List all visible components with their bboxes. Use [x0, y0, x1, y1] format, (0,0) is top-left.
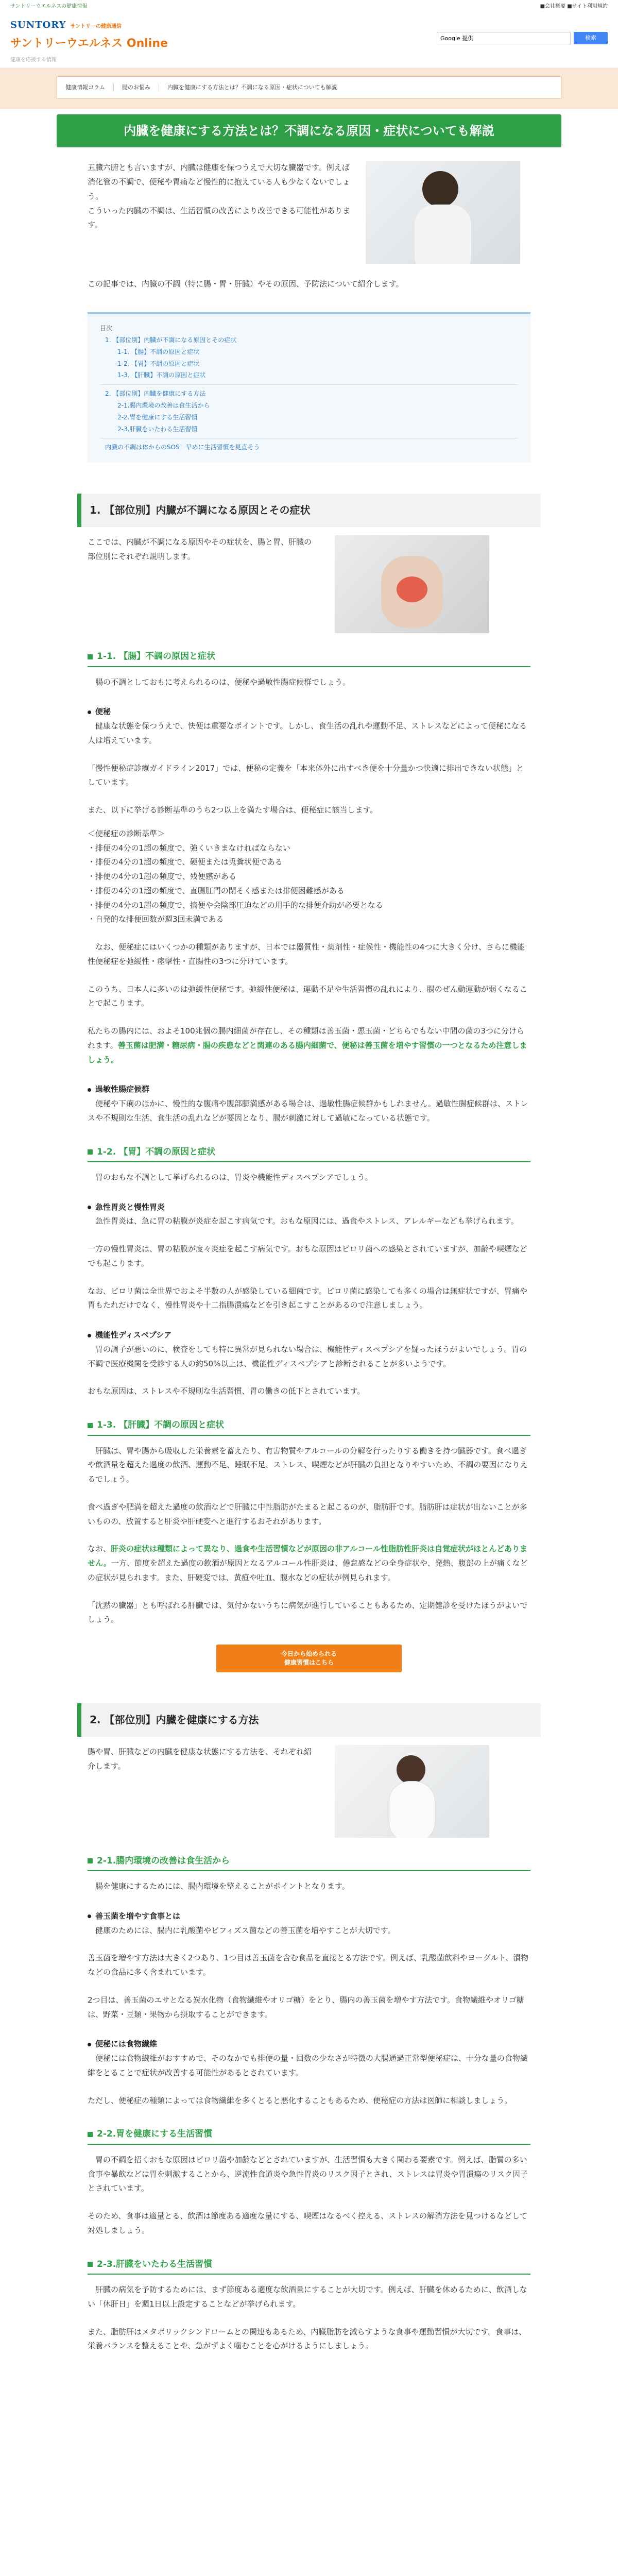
toc-item[interactable]: 内臓の不調は体からのSOS！早めに生活習慣を見直そう — [105, 444, 260, 451]
bullet-heading: 便秘 — [57, 705, 561, 719]
toc-item[interactable]: 1-1. 【腸】不調の原因と症状 — [117, 348, 200, 355]
criteria-title: ＜便秘症の診断基準＞ — [88, 828, 165, 838]
site-subtitle: 健康を応援する情報 — [10, 57, 57, 63]
intro-paragraph: この記事では、内臓の不調（特に腸・胃・肝臓）やその原因、予防法について紹介します。 — [88, 279, 404, 289]
paragraph: 腸の不調としておもに考えられるのは、便秘や過敏性腸症候群でしょう。 — [95, 677, 351, 687]
toc-item[interactable]: 2-2.胃を健康にする生活習慣 — [117, 413, 198, 421]
paragraph: また、脂肪肝はメタボリックシンドロームとの関連もあるため、内臓脂肪を減らすような食事や運動習慣が大切です。食事は、栄養バランスを整えることや、急がずよく噛むことを心がけるようにしましょう。 — [88, 2327, 527, 2351]
subsection-heading: 2-2.胃を健康にする生活習慣 — [88, 2126, 530, 2144]
paragraph: ただし、便秘症の種類によっては食物繊維を多くとると悪化することもあるため、便秘症の方法は医師に相談しましょう。 — [88, 2095, 512, 2105]
paragraph: 胃のおもな不調として挙げられるのは、胃炎や機能性ディスペプシアでしょう。 — [95, 1172, 373, 1182]
brand-sub: サントリーの健康通信 — [70, 24, 122, 29]
list-item: ・排便の4分の1超の頻度で、摘便や会陰部圧迫などの用手的な排便介助が必要となる — [88, 900, 383, 910]
subsection-heading: 1-3. 【肝臓】不調の原因と症状 — [88, 1417, 530, 1435]
paragraph: 肝臓は、胃や腸から吸収した栄養素を蓄えたり、有害物質やアルコールの分解を行ったりする働きを持つ臓器です。食べ過ぎや飲酒量を超えた過度の飲酒、運動不足、睡眠不足、ストレス、喫煙などが肝臓の負担となりやすいため、不調の要因になりえるでしょう。 — [88, 1446, 528, 1484]
bullet-heading: 便秘には食物繊維 — [57, 2037, 561, 2052]
paragraph: 2つ目は、善玉菌のエサとなる炭水化物（食物繊維やオリゴ糖）をとり、腸内の善玉菌を増やす方法です。食物繊維やオリゴ糖は、野菜・豆類・果物から摂取することができます。 — [88, 1995, 524, 2019]
breadcrumb-item[interactable]: 健康情報コラム — [57, 84, 114, 91]
paragraph: 健康な状態を保つうえで、快便は重要なポイントです。しかし、食生活の乱れや運動不足、ストレスなどによって便秘になる人は増えています。 — [88, 721, 527, 745]
subsection-heading: 1-2. 【胃】不調の原因と症状 — [88, 1144, 530, 1162]
table-of-contents — [88, 312, 530, 463]
top-tagline: サントリーウエルネスの健康情報 — [10, 4, 88, 9]
list-item: ・排便の4分の1超の頻度で、残便感がある — [88, 872, 236, 882]
site-name: サントリーウエルネス Online — [10, 37, 168, 50]
paragraph: また、以下に挙げる診断基準のうち2つ以上を満たす場合は、便秘症に該当します。 — [88, 805, 378, 815]
toc-title: 目次 — [100, 325, 113, 332]
section-heading: 1. 【部位別】内臓が不調になる原因とその症状 — [77, 494, 541, 527]
list-item: ・排便の4分の1超の頻度で、硬便または兎糞状便である — [88, 857, 283, 867]
paragraph: 善玉菌を増やす方法は大きく2つあり、1つ目は善玉菌を含む食品を直接とる方法です。例えば、乳酸菌飲料やヨーグルト、漬物などの食品に多く含まれています。 — [88, 1953, 529, 1977]
intro-paragraph: こういった内臓の不調は、生活習慣の改善により改善できる可能性があります。 — [88, 206, 351, 230]
intro-photo-woman-stomachache — [366, 161, 520, 264]
brand-name: SUNTORY — [10, 20, 66, 30]
paragraph: 胃の不調を招くおもな原因はピロリ菌や加齢などとされていますが、生活習慣も大きく関わる要素です。例えば、脂質の多い食事や暴飲などは胃を刺激することから、逆流性食道炎や急性胃炎のリスク因子とされ、ストレスは胃炎や胃潰瘍のリスク因子とされています。 — [88, 2155, 528, 2193]
subsection-heading: 2-1.腸内環境の改善は食生活から — [88, 1853, 530, 1871]
paragraph: 健康のためには、腸内に乳酸菌やビフィズス菌などの善玉菌を増やすことが大切です。 — [95, 1925, 396, 1935]
breadcrumb — [57, 76, 561, 99]
toc-item[interactable]: 1-3. 【肝臓】不調の原因と症状 — [117, 371, 206, 379]
section-intro: ここでは、内臓が不調になる原因やその症状を、腸と胃、肝臓の部位別にそれぞれ説明します。 — [88, 537, 312, 561]
site-header — [0, 11, 618, 68]
paragraph: なお、便秘症にはいくつかの種類がありますが、日本では器質性・薬剤性・症候性・機能性の4つに大きく分け、さらに機能性便秘症を弛緩性・痙攣性・直腸性の3つに分けています。 — [88, 942, 525, 966]
toc-item[interactable]: 2-1.腸内環境の改善は食生活から — [117, 401, 210, 409]
toc-item[interactable]: 1. 【部位別】内臓が不調になる原因とその症状 — [105, 336, 237, 344]
paragraph: 一方の慢性胃炎は、胃の粘膜が度々炎症を起こす病気です。おもな原因はピロリ菌への感染とされていますが、加齢や喫煙などでも起こります。 — [88, 1244, 527, 1268]
bullet-heading: 機能性ディスペプシア — [57, 1328, 561, 1343]
paragraph: 便秘には食物繊維がおすすめで、そのなかでも排便の量・回数の少なさが特徴の大腸通過正常型便秘症は、十分な量の食物繊維をとることで症状が改善する可能性があるとされています。 — [88, 2054, 528, 2077]
paragraph: 「沈黙の臓器」とも呼ばれる肝臓では、気付かないうちに病気が進行していることもあるため、定期健診を受けたほうがよいでしょう。 — [88, 1600, 528, 1624]
logo-block[interactable] — [10, 16, 168, 65]
criteria-list — [57, 827, 561, 927]
paragraph: 食べ過ぎや肥満を超えた過度の飲酒などで肝臓に中性脂肪がたまると起こるのが、脂肪肝です。脂肪肝は症状が出ないことが多いものの、放置すると肝炎や肝硬変へと進行するおそれがあります。 — [88, 1502, 527, 1526]
search-box — [437, 32, 608, 44]
brand-logo — [10, 16, 168, 33]
paragraph: なお、肝炎の症状は種類によって異なり、過食や生活習慣などが原因の非アルコール性脂肪性肝炎は自覚症状がほとんどありません。一方、節度を超えた過度の飲酒が原因となるアルコール性肝炎は、倦怠感などの全身症状や、発熱、腹部の上が痛くなどの症状が見られます。また、肝硬変では、黄疸や吐血、腹水などの症状が例見られます。 — [88, 1544, 528, 1582]
list-item: ・排便の4分の1超の頻度で、強くいきまなければならない — [88, 843, 290, 853]
paragraph: 便秘や下痢のほかに、慢性的な腹痛や腹部膨満感がある場合は、過敏性腸症候群かもしれません。過敏性腸症候群は、ストレスや不規則な生活、食生活の乱れなどが要因となり、腸が刺激に対して過敏になっている状態です。 — [88, 1099, 528, 1123]
cta-button[interactable]: 今日から始められる 健康習慣はこちら — [216, 1645, 402, 1672]
top-strip — [0, 0, 618, 11]
paragraph: 胃の調子が悪いのに、検査をしても特に異常が見られない場合は、機能性ディスペプシアを疑ったほうがよいでしょう。胃の不調で医療機関を受診する人の約50%以上は、機能性ディスペプシアと診断されることが多いようです。 — [88, 1344, 527, 1368]
breadcrumb-band — [0, 68, 618, 109]
abdomen-pain-photo — [335, 535, 489, 633]
toc-item[interactable]: 2. 【部位別】内臓を健康にする方法 — [105, 390, 206, 398]
paragraph: 肝臓の病気を予防するためには、まず節度ある適度な飲酒量にすることが大切です。例えば、肝臓を休めるために、飲酒しない「休肝日」を週1日以上設定することなどが挙げられます。 — [88, 2285, 527, 2309]
paragraph: 急性胃炎は、急に胃の粘膜が炎症を起こす病気です。おもな原因には、過食やストレス、アレルギーなども挙げられます。 — [95, 1216, 519, 1226]
paragraph: 私たちの腸内には、およそ100兆個の腸内細菌が存在し、その種類は善玉菌・悪玉菌・どちらでもない中間の菌の3つに分けられます。善玉菌は肥満・糖尿病・腸の疾患などと関連のある腸内細菌で、便秘は善玉菌を増やす習慣の一つとなるため注意しましょう。 — [88, 1026, 527, 1064]
search-button[interactable]: 検索 — [574, 32, 608, 44]
bullet-heading: 善玉菌を増やす食事とは — [57, 1909, 561, 1924]
paragraph: 「慢性便秘症診療ガイドライン2017」では、便秘の定義を「本来体外に出すべき便を十分量かつ快適に排出できない状態」としています。 — [88, 763, 524, 787]
list-item: ・排便の4分の1超の頻度で、直腸肛門の閉そく感または排便困難感がある — [88, 886, 345, 895]
toc-item[interactable]: 2-3.肝臓をいたわる生活習慣 — [117, 425, 198, 433]
toc-item[interactable]: 1-2. 【胃】不調の原因と症状 — [117, 360, 200, 367]
intro-paragraph: 五臓六腑とも言いますが、内臓は健康を保つうえで大切な臓器です。例えば消化管の不調で、便秘や胃痛など慢性的に抱えている人も少なくないでしょう。 — [88, 163, 350, 201]
breadcrumb-current: 内臓を健康にする方法とは？不調になる原因・症状についても解説 — [167, 83, 337, 91]
search-input[interactable] — [437, 32, 571, 44]
bullet-heading: 急性胃炎と慢性胃炎 — [57, 1200, 561, 1215]
article-title: 内臓を健康にする方法とは？不調になる原因・症状についても解説 — [57, 114, 561, 147]
article — [57, 114, 561, 2353]
section-heading: 2. 【部位別】内臓を健康にする方法 — [77, 1703, 541, 1737]
paragraph: 腸を健康にするためには、腸内環境を整えることがポイントとなります。 — [95, 1882, 350, 1891]
breadcrumb-item[interactable]: 腸のお悩み — [114, 84, 159, 91]
healthy-woman-photo — [335, 1745, 489, 1838]
top-site-links[interactable]: ■会社概要 ■サイト利用規約 — [540, 4, 608, 9]
paragraph: このうち、日本人に多いのは弛緩性便秘です。弛緩性便秘は、運動不足や生活習慣の乱れにより、腸のぜん動運動が弱くなることで起こります。 — [88, 984, 527, 1008]
paragraph: そのため、食事は適量とる、飲酒は節度ある適度な量にする、喫煙はなるべく控える、ストレスの解消方法を見つけるなどして対処しましょう。 — [88, 2211, 527, 2235]
subsection-heading: 2-3.肝臓をいたわる生活習慣 — [88, 2257, 530, 2275]
list-item: ・自発的な排便回数が週3回未満である — [88, 914, 224, 924]
bullet-heading: 過敏性腸症候群 — [57, 1082, 561, 1097]
section-intro: 腸や胃、肝臓などの内臓を健康な状態にする方法を、それぞれ紹介します。 — [88, 1747, 312, 1771]
subsection-heading: 1-1. 【腸】不調の原因と症状 — [88, 649, 530, 667]
paragraph: なお、ピロリ菌は全世界でおよそ半数の人が感染している細菌です。ピロリ菌に感染しても多くの場合は無症状ですが、胃痛や胃もたれだけでなく、慢性胃炎や十二指腸潰瘍などを引き起こすことがあるので注意しましょう。 — [88, 1286, 527, 1310]
paragraph: おもな原因は、ストレスや不規則な生活習慣、胃の働きの低下とされています。 — [88, 1386, 365, 1396]
article-intro — [57, 147, 561, 264]
